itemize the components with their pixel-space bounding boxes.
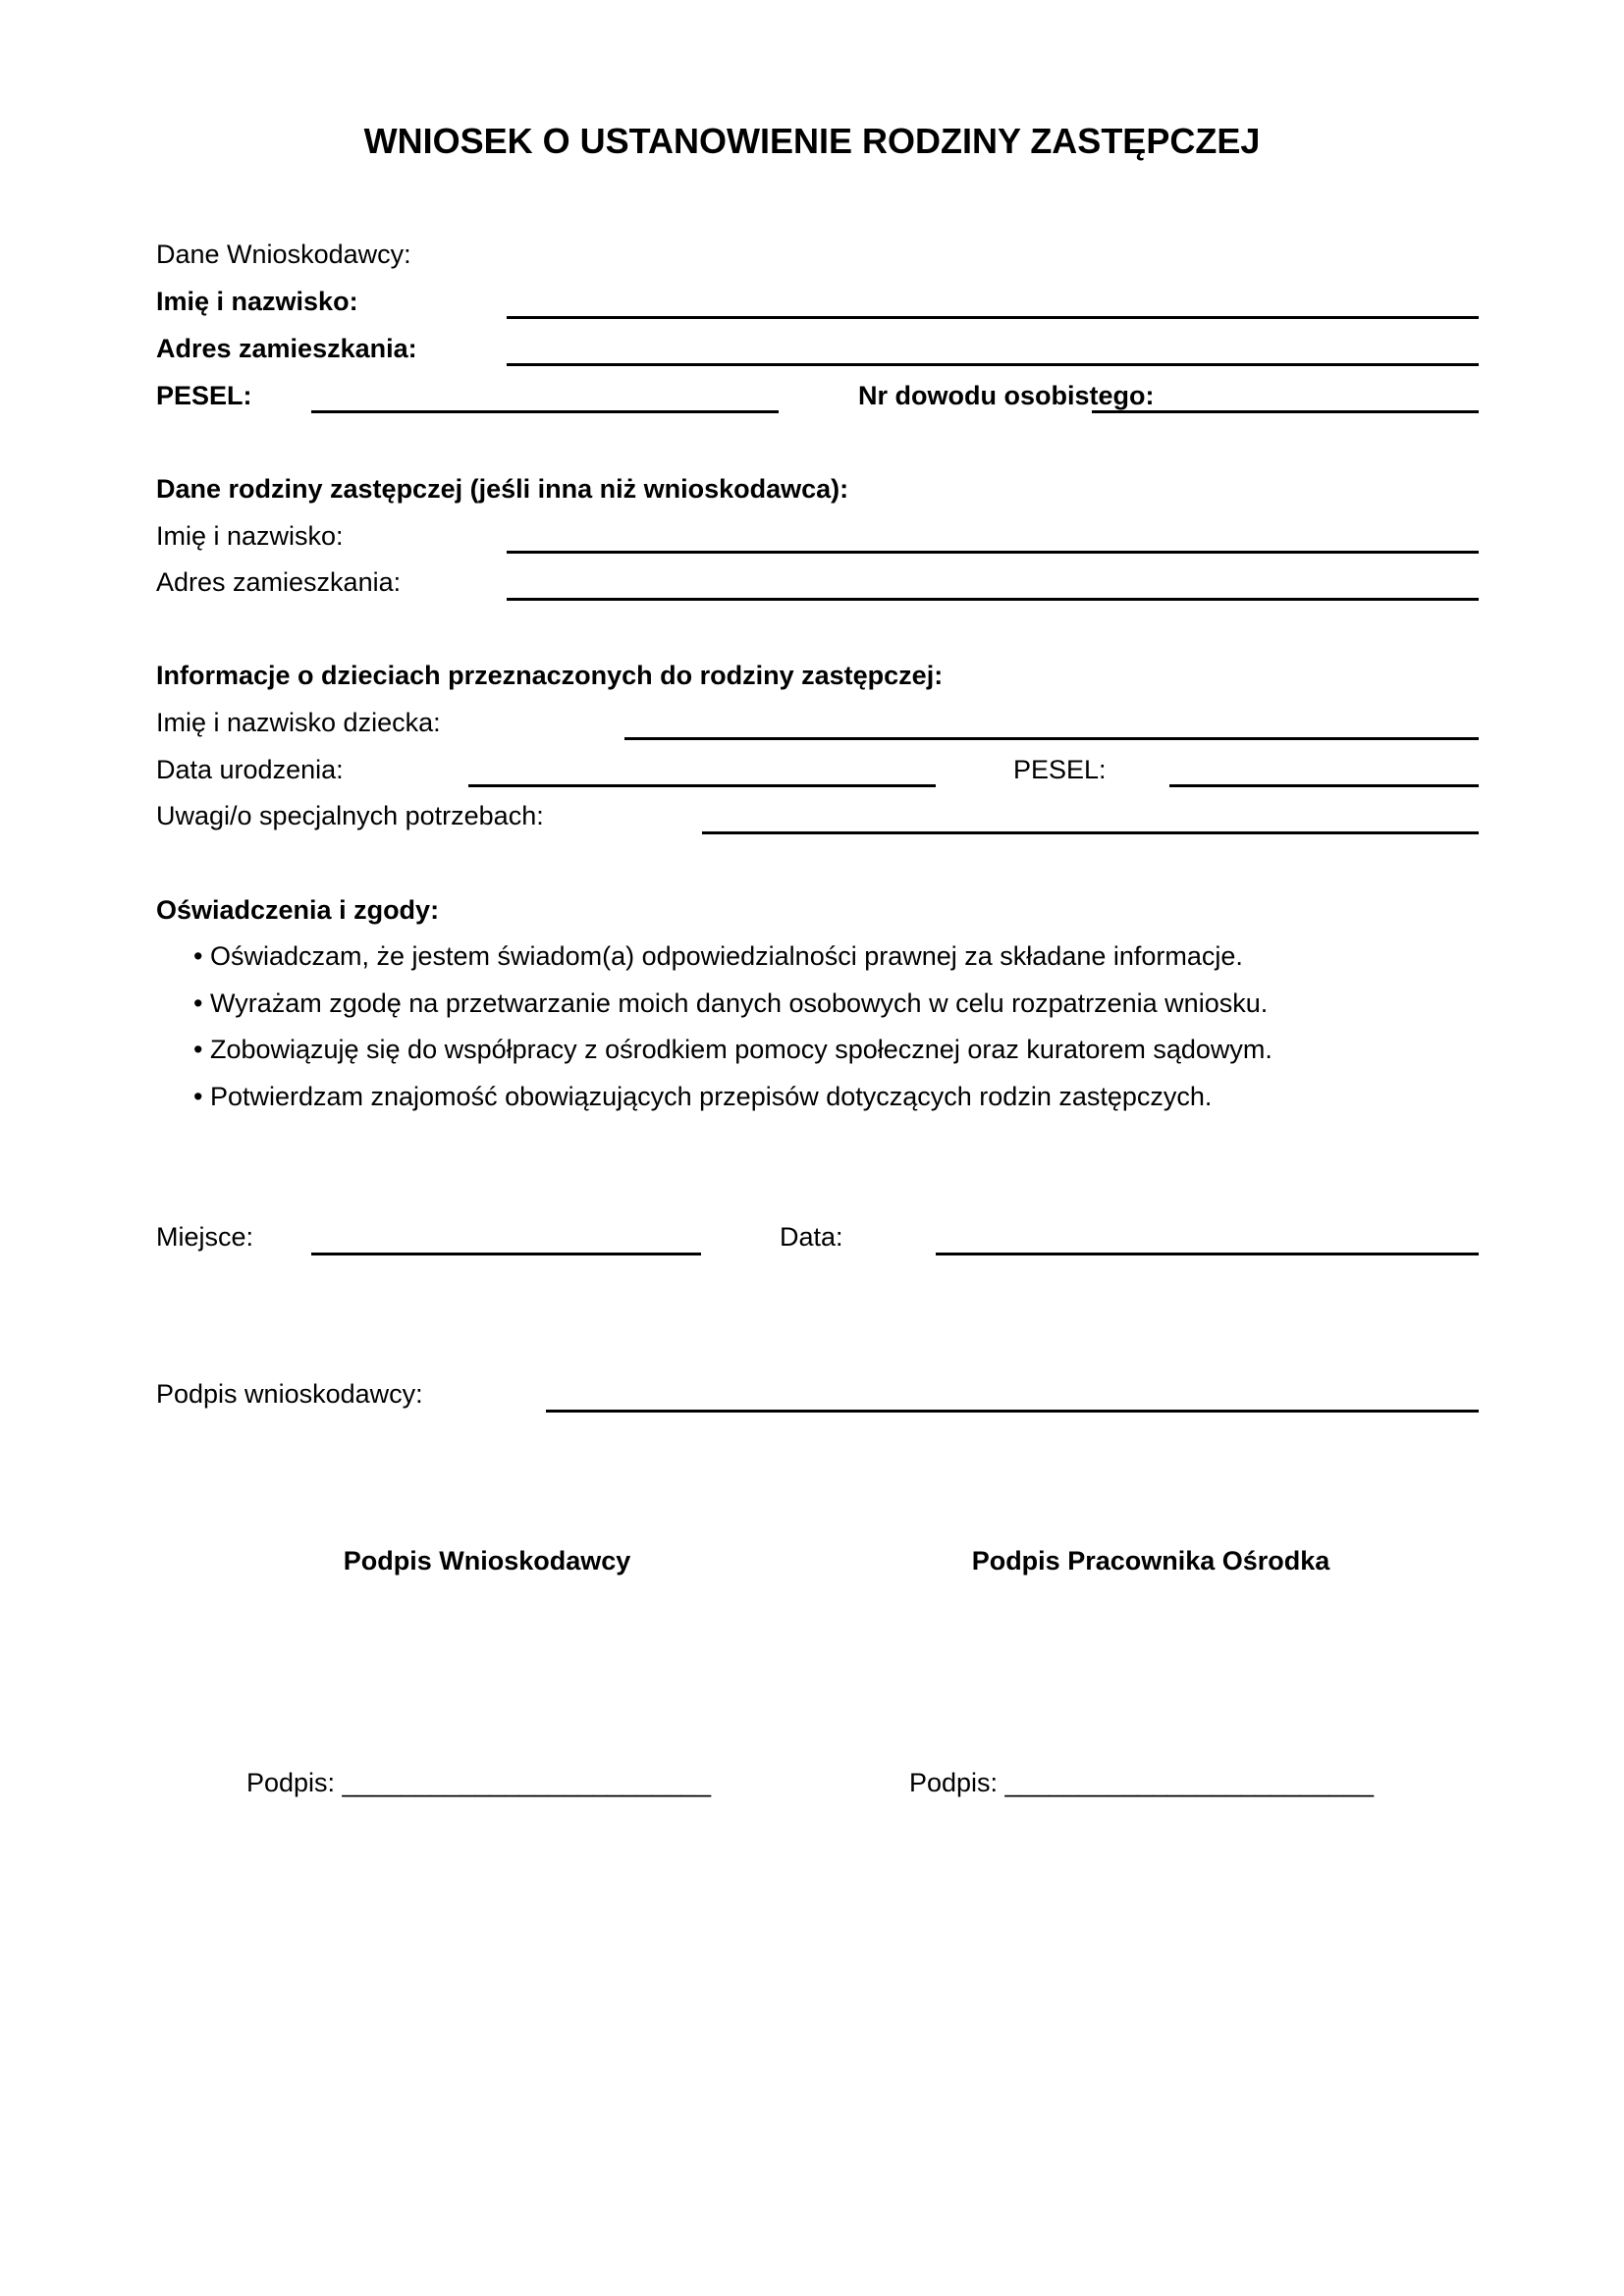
foster-name-field[interactable]: [507, 551, 1479, 554]
applicant-signature-label: Podpis wnioskodawcy:: [156, 1379, 423, 1409]
applicant-signature-field[interactable]: [546, 1410, 1479, 1413]
child-name-label: Imię i nazwisko dziecka:: [156, 708, 441, 737]
applicant-heading: Dane Wnioskodawcy:: [156, 240, 411, 269]
child-name-field[interactable]: [624, 737, 1479, 740]
declaration-item: • Oświadczam, że jestem świadom(a) odpowiedzialności prawnej za składane informacje.: [193, 941, 1243, 971]
child-notes-field[interactable]: [702, 831, 1479, 834]
applicant-name-field[interactable]: [507, 316, 1479, 319]
form-title: WNIOSEK O USTANOWIENIE RODZINY ZASTĘPCZEJ: [363, 121, 1261, 161]
declaration-item: • Wyrażam zgodę na przetwarzanie moich danych osobowych w celu rozpatrzenia wniosku.: [193, 988, 1269, 1018]
applicant-id-field[interactable]: [1092, 410, 1479, 413]
foster-address-label: Adres zamieszkania:: [156, 567, 402, 597]
child-birthdate-field[interactable]: [468, 784, 936, 787]
child-birthdate-label: Data urodzenia:: [156, 755, 344, 784]
applicant-pesel-field[interactable]: [311, 410, 779, 413]
declaration-item: • Zobowiązuję się do współpracy z ośrodkiem pomocy społecznej oraz kuratorem sądowym.: [193, 1035, 1272, 1064]
child-pesel-field[interactable]: [1169, 784, 1479, 787]
signature-line-applicant[interactable]: Podpis: _________________________: [246, 1768, 711, 1797]
signature-heading-applicant: Podpis Wnioskodawcy: [343, 1546, 631, 1575]
place-label: Miejsce:: [156, 1222, 254, 1252]
applicant-id-label: Nr dowodu osobistego:: [858, 381, 1155, 410]
signature-line-center-worker[interactable]: Podpis: _________________________: [909, 1768, 1374, 1797]
children-heading: Informacje o dzieciach przeznaczonych do rodziny zastępczej:: [156, 661, 944, 690]
applicant-pesel-label: PESEL:: [156, 381, 252, 410]
date-label: Data:: [780, 1222, 843, 1252]
foster-address-field[interactable]: [507, 598, 1479, 601]
place-field[interactable]: [311, 1253, 701, 1255]
child-pesel-label: PESEL:: [1013, 755, 1107, 784]
foster-family-heading: Dane rodziny zastępczej (jeśli inna niż wnioskodawca):: [156, 474, 849, 504]
applicant-address-label: Adres zamieszkania:: [156, 334, 417, 363]
declaration-item: • Potwierdzam znajomość obowiązujących przepisów dotyczących rodzin zastępczych.: [193, 1082, 1213, 1111]
signature-heading-center-worker: Podpis Pracownika Ośrodka: [971, 1546, 1330, 1575]
applicant-address-field[interactable]: [507, 363, 1479, 366]
declarations-heading: Oświadczenia i zgody:: [156, 895, 440, 925]
date-field[interactable]: [936, 1253, 1479, 1255]
applicant-name-label: Imię i nazwisko:: [156, 287, 358, 316]
child-notes-label: Uwagi/o specjalnych potrzebach:: [156, 801, 544, 830]
foster-name-label: Imię i nazwisko:: [156, 521, 344, 551]
